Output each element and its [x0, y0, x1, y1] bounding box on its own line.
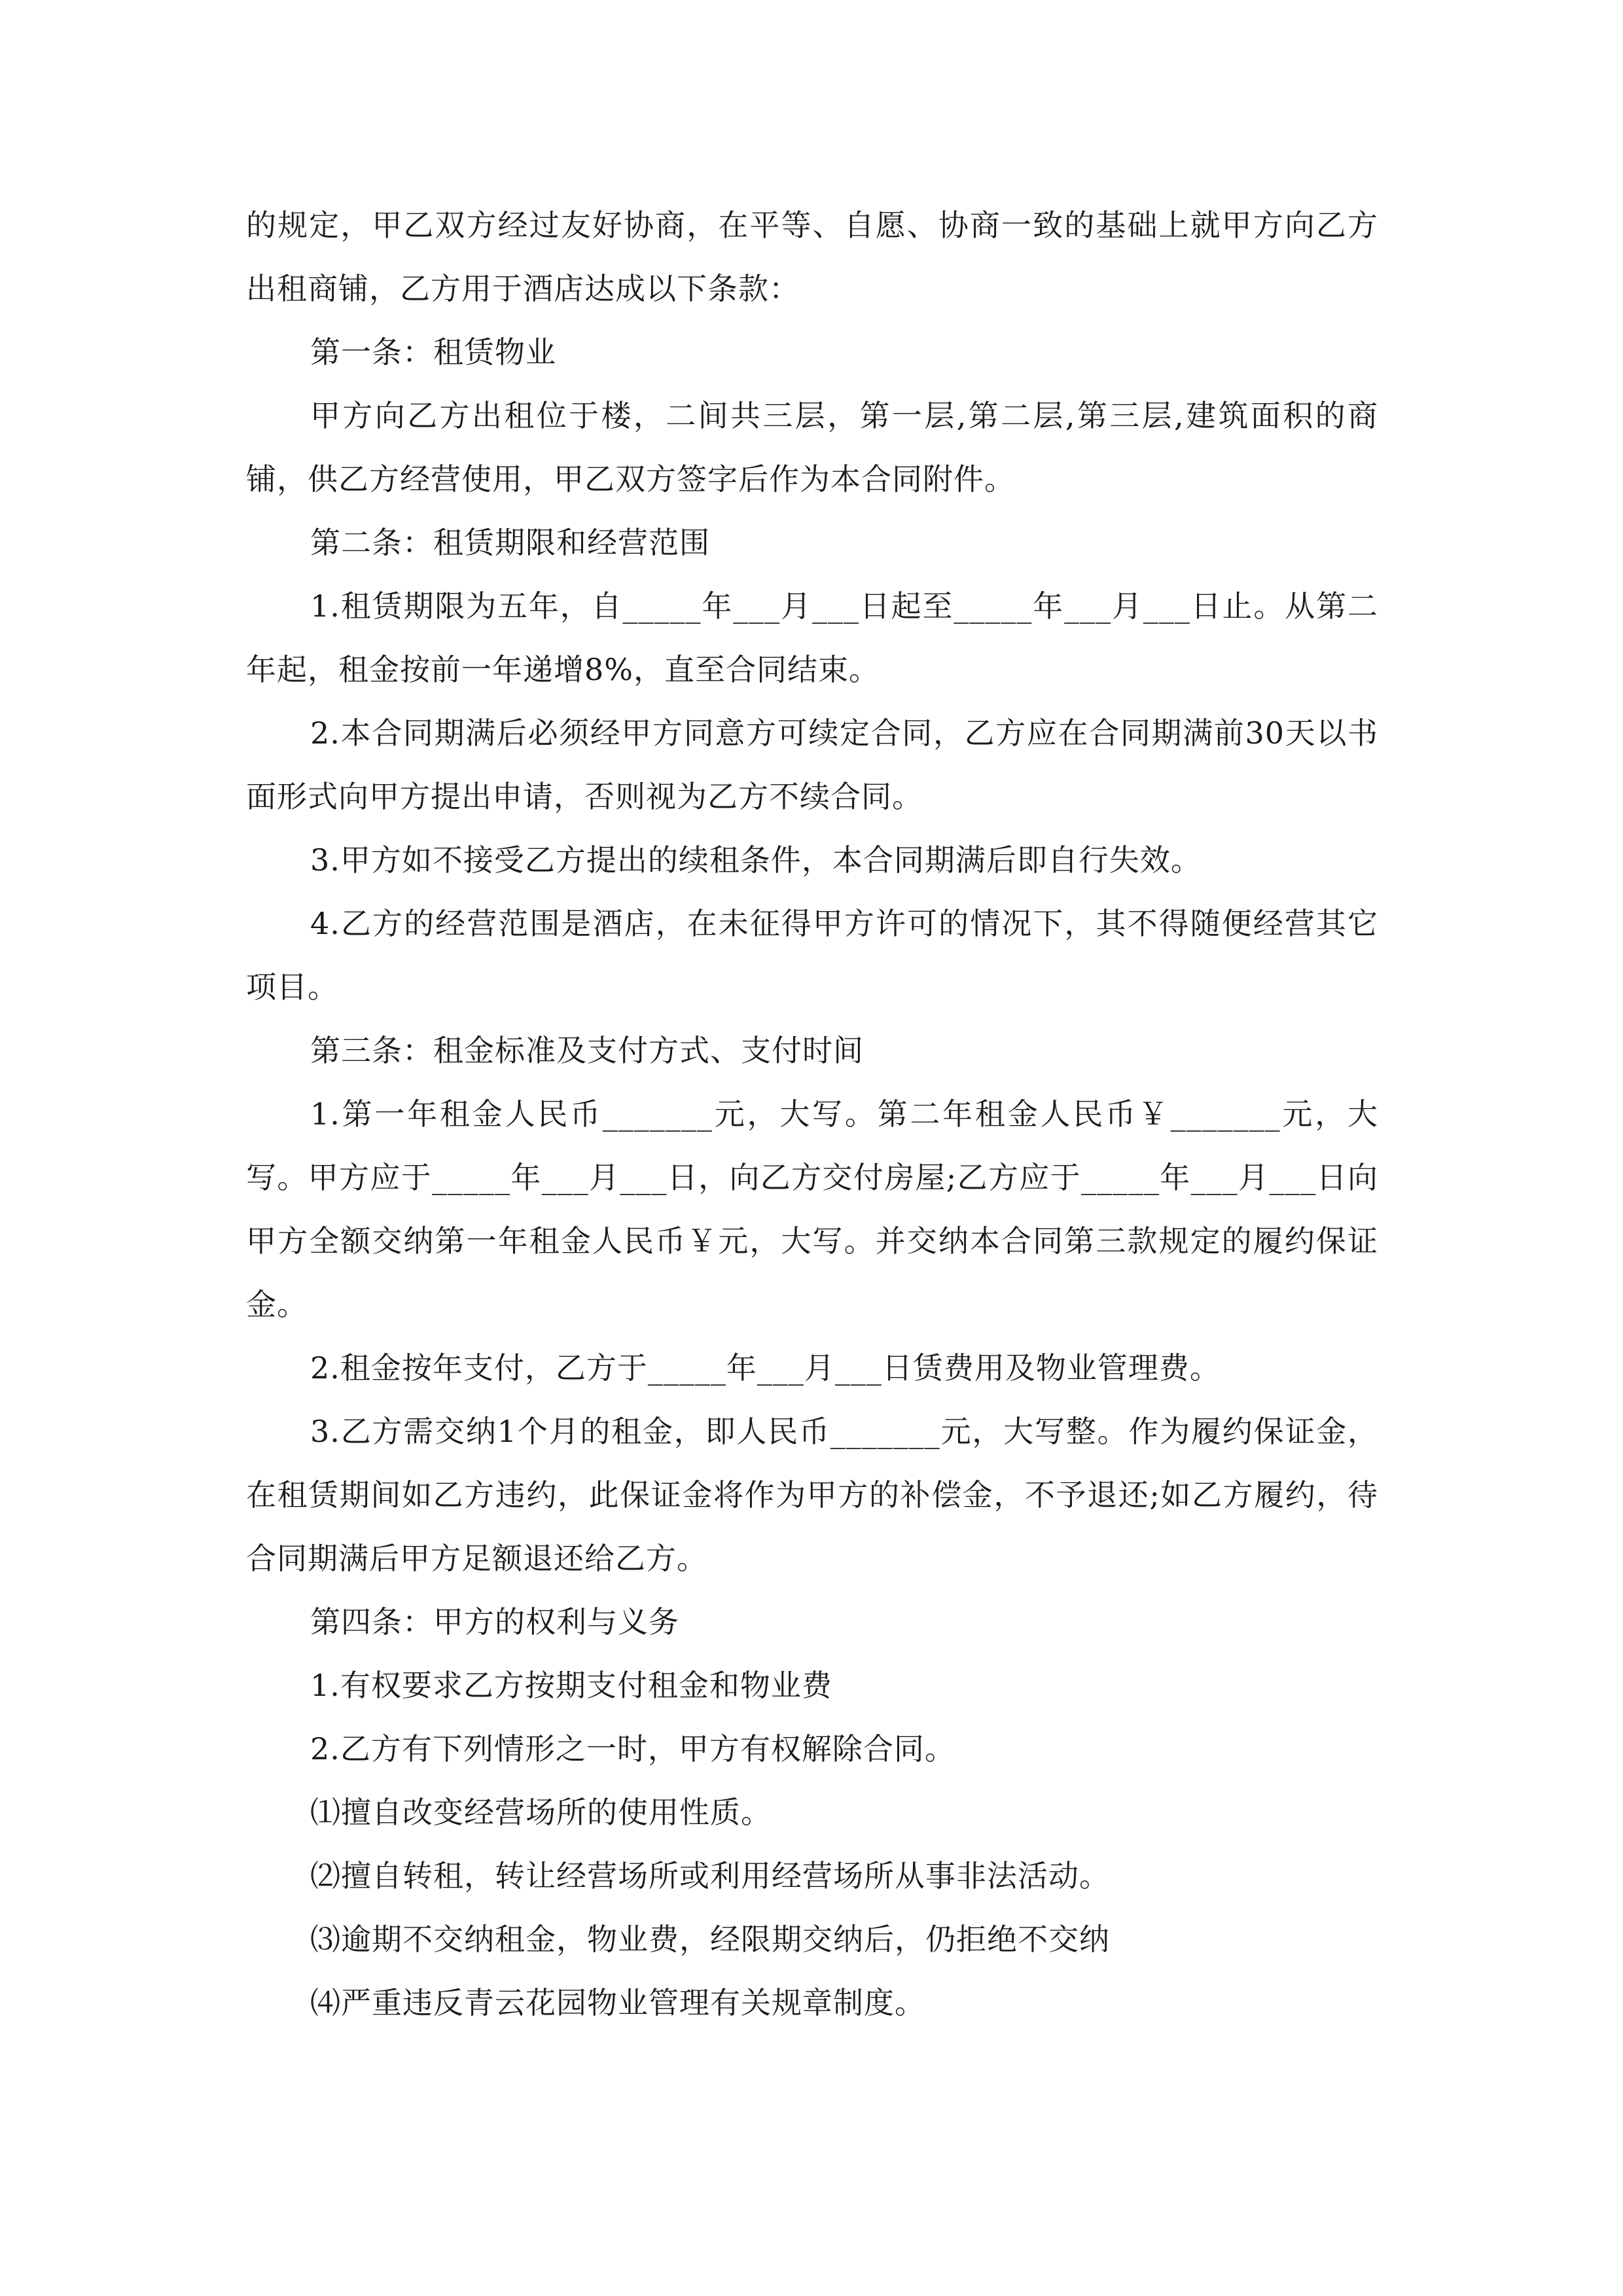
clause-item: 3.乙方需交纳1个月的租金，即人民币_______元，大写整。作为履约保证金，在租赁期间如乙方违约，此保证金将作为甲方的补偿金，不予退还;如乙方履约，待合同期满后甲方足额退还给乙方。: [246, 1414, 1378, 1576]
document-page: [246, 194, 1378, 2035]
paragraph: 甲方向乙方出租位于楼，二间共三层，第一层,第二层,第三层,建筑面积的商铺，供乙方经营使用，甲乙双方签字后作为本合同附件。: [246, 398, 1378, 497]
clause-item: 2.租金按年支付，乙方于_____年___月___日赁费用及物业管理费。: [310, 1350, 1221, 1386]
clause-item: 1.第一年租金人民币_______元，大写。第二年租金人民币￥_______元，大写。甲方应于_____年___月___日，向乙方交付房屋;乙方应于_____年___月___日向甲方全额交纳第一年租金人民币￥元，大写。并交纳本合同第三款规定的履约保证金。: [246, 1096, 1378, 1322]
article-4-heading: 第四条：甲方的权利与义务: [310, 1604, 679, 1640]
clause-item: 3.甲方如不接受乙方提出的续租条件，本合同期满后即自行失效。: [310, 842, 1202, 878]
article-2-heading: 第二条：租赁期限和经营范围: [310, 525, 710, 560]
clause-item: 2.乙方有下列情形之一时，甲方有权解除合同。: [310, 1731, 955, 1767]
article-1-heading: 第一条：租赁物业: [310, 334, 556, 370]
sub-clause-item: ⑷严重违反青云花园物业管理有关规章制度。: [310, 1985, 925, 2020]
clause-item: 1.租赁期限为五年，自_____年___月___日起至_____年___月___日止。从第二年起，租金按前一年递增8%，直至合同结束。: [246, 588, 1378, 687]
clause-item: 2.本合同期满后必须经甲方同意方可续定合同，乙方应在合同期满前30天以书面形式向甲方提出申请，否则视为乙方不续合同。: [246, 715, 1378, 814]
sub-clause-item: ⑴擅自改变经营场所的使用性质。: [310, 1795, 772, 1830]
sub-clause-item: ⑵擅自转租，转让经营场所或利用经营场所从事非法活动。: [310, 1858, 1110, 1893]
clause-item: 1.有权要求乙方按期支付租金和物业费: [310, 1668, 832, 1703]
sub-clause-item: ⑶逾期不交纳租金，物业费，经限期交纳后，仍拒绝不交纳: [310, 1922, 1110, 1957]
clause-item: 4.乙方的经营范围是酒店，在未征得甲方许可的情况下，其不得随便经营其它项目。: [246, 906, 1378, 1005]
paragraph: 的规定，甲乙双方经过友好协商，在平等、自愿、协商一致的基础上就甲方向乙方出租商铺，乙方用于酒店达成以下条款：: [246, 207, 1378, 306]
article-3-heading: 第三条：租金标准及支付方式、支付时间: [310, 1033, 864, 1068]
